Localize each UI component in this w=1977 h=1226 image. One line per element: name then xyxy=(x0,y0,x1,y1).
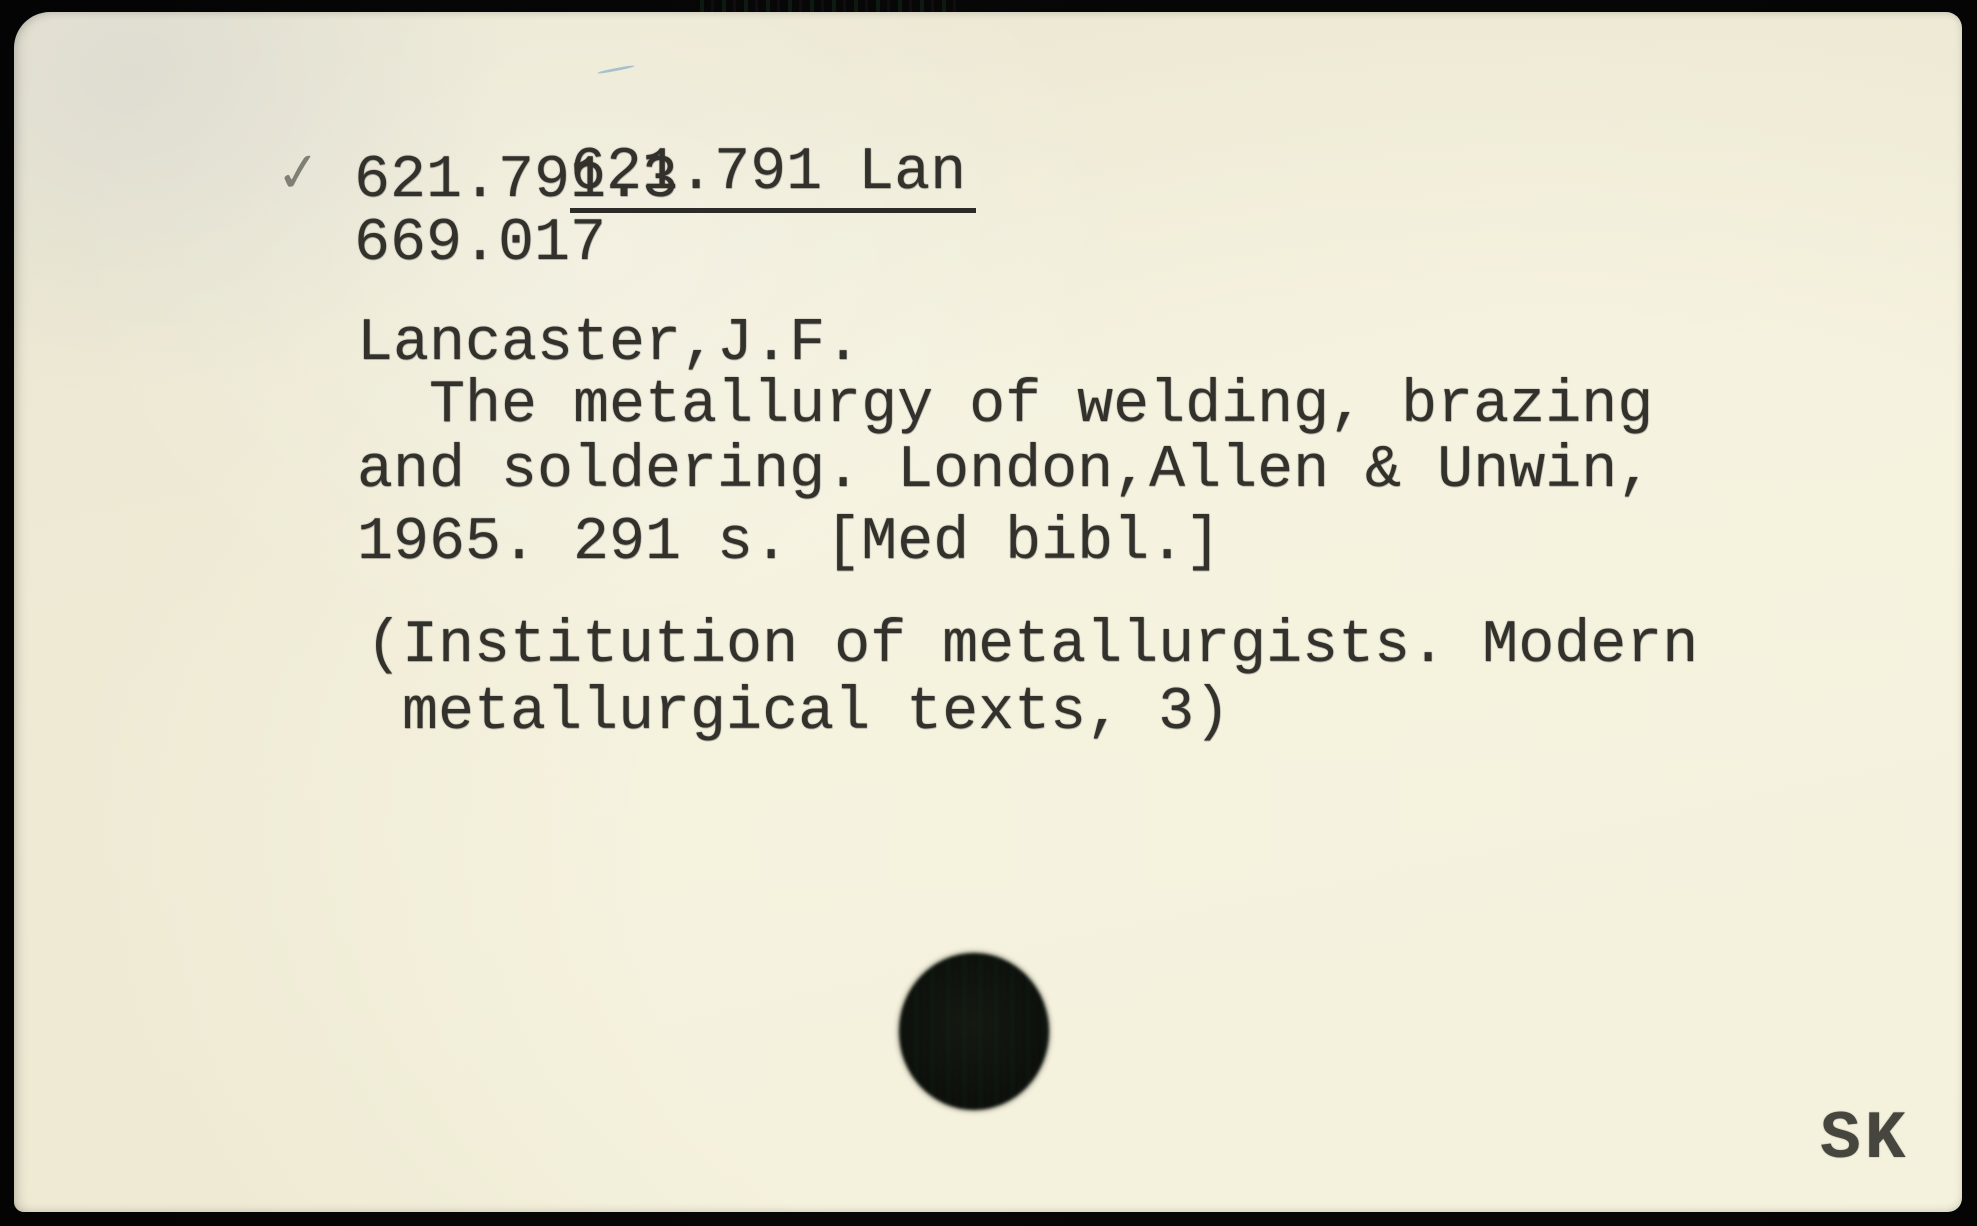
author-line: Lancaster,J.F. xyxy=(357,310,862,378)
title-line-2: and soldering. London,Allen & Unwin, xyxy=(357,437,1654,505)
call-number-tertiary: 669.017 xyxy=(354,210,607,278)
call-number-primary-text: 621.791 Lan xyxy=(570,141,976,213)
series-line-2: metallurgical texts, 3) xyxy=(366,679,1231,747)
pencil-checkmark-icon: ✓ xyxy=(272,138,325,207)
punch-hole-icon xyxy=(899,953,1049,1110)
library-stamp-sk: SK xyxy=(1820,1101,1910,1178)
call-number-secondary: 621.791.3 xyxy=(354,147,679,215)
title-line-3: 1965. 291 s. [Med bibl.] xyxy=(357,509,1222,577)
series-line-1: (Institution of metallurgists. Modern xyxy=(366,612,1699,680)
catalog-card xyxy=(14,12,1962,1212)
title-line-1: The metallurgy of welding, brazing xyxy=(357,372,1654,440)
blue-pencil-mark xyxy=(597,64,635,74)
